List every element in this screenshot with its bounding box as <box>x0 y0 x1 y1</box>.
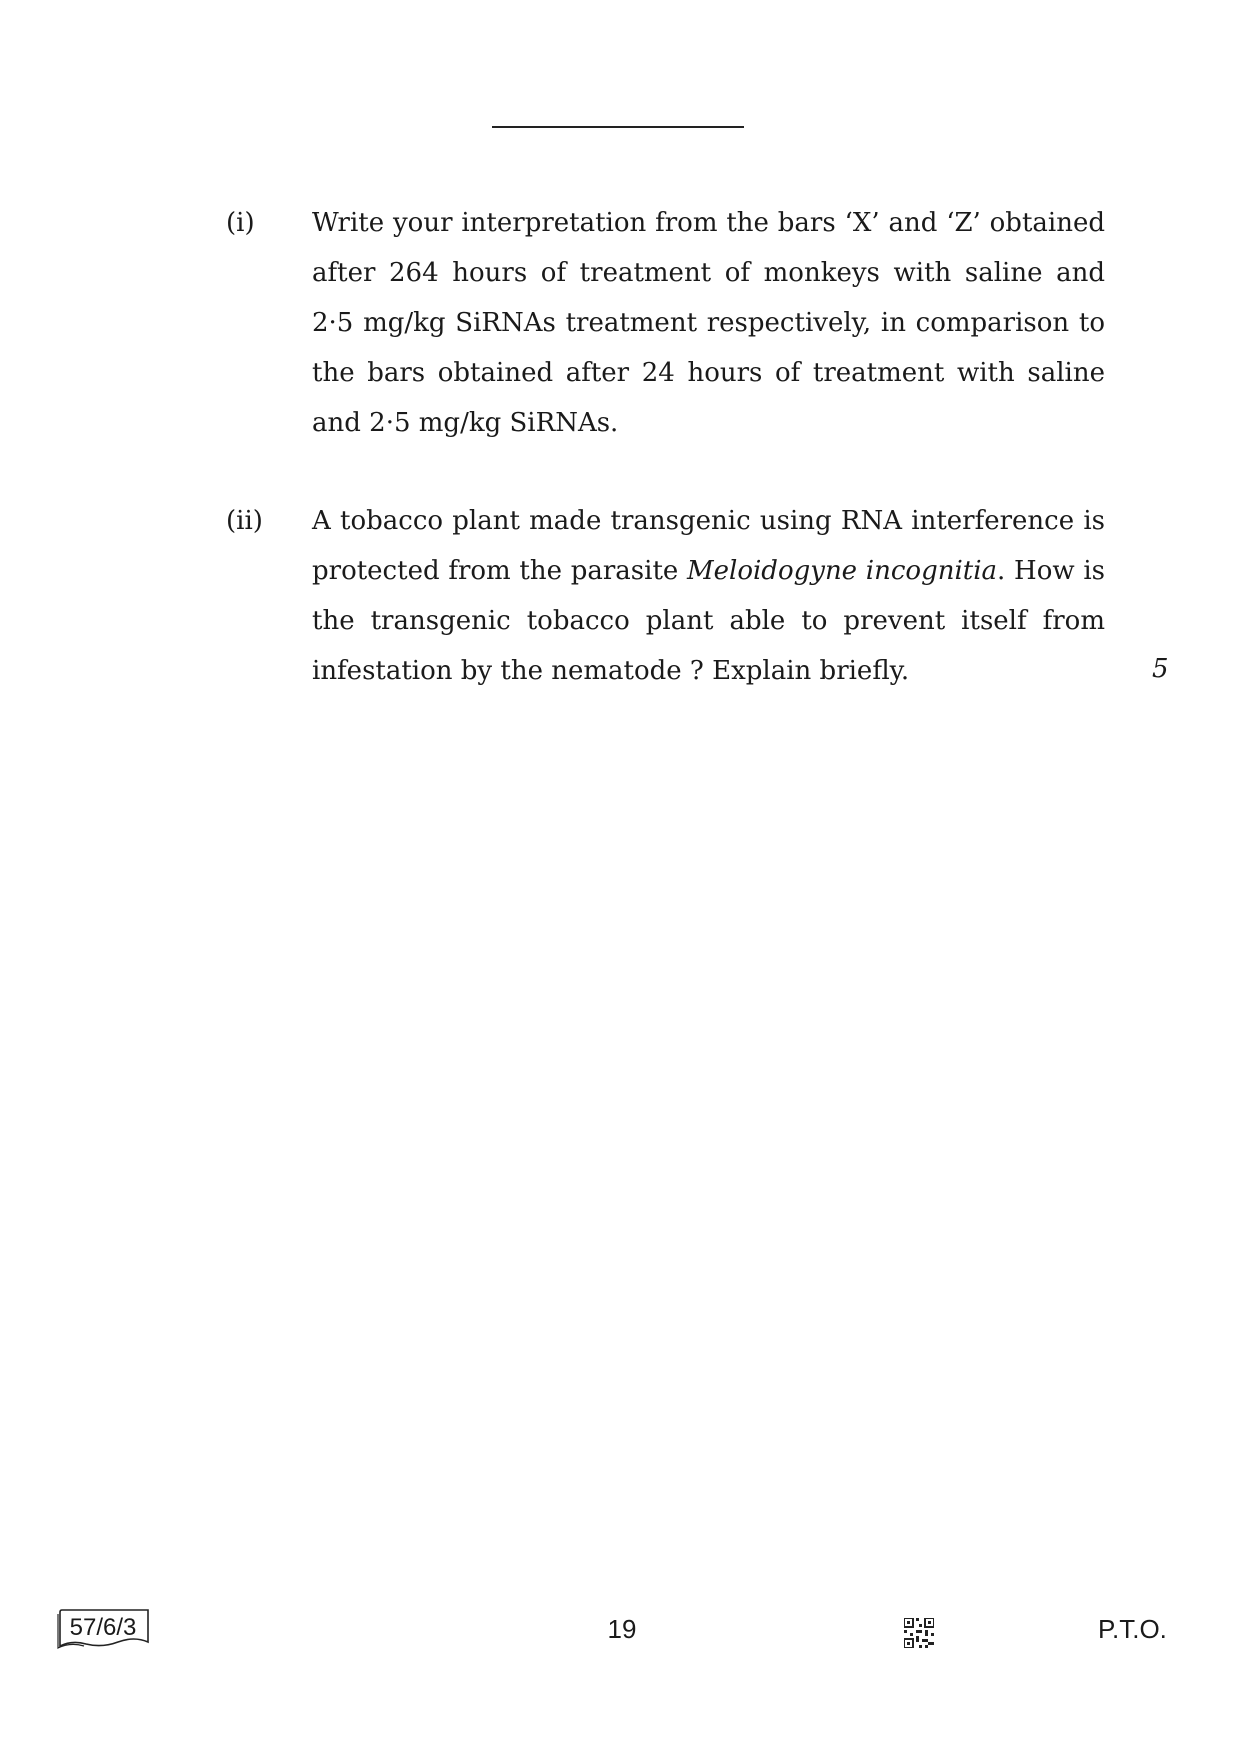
question-ii-text-before: A tobacco plant made transgenic using RNA interference is protected from the parasite <box>312 506 1105 586</box>
question-ii-text-after: . How is the transgenic tobacco plant able to prevent itself from infestation by the nematode ? Explain briefly. <box>312 556 1106 686</box>
question-ii-text <box>312 496 1105 696</box>
question-paper-code-label: 57/6/3 <box>69 1614 137 1641</box>
please-turn-over: P.T.O. <box>1098 1614 1167 1644</box>
page-number: 19 <box>607 1614 637 1644</box>
top-divider <box>492 126 744 128</box>
parasite-name: Meloidogyne incognitia <box>687 556 998 586</box>
question-i-number: (i) <box>226 208 255 238</box>
question-i-text: Write your interpretation from the bars ‘X’ and ‘Z’ obtained after 264 hours of treatment of monkeys with saline and 2·5 mg/kg SiRNAs treatment respectively, in comparison to the bars obtained after 24 hours of treatment with saline and 2·5 mg/kg SiRNAs. <box>312 208 1105 438</box>
marks: 5 <box>1152 654 1169 684</box>
question-paper-code <box>56 1608 150 1650</box>
question-ii-number: (ii) <box>226 506 263 536</box>
qr-code-icon <box>904 1618 934 1648</box>
